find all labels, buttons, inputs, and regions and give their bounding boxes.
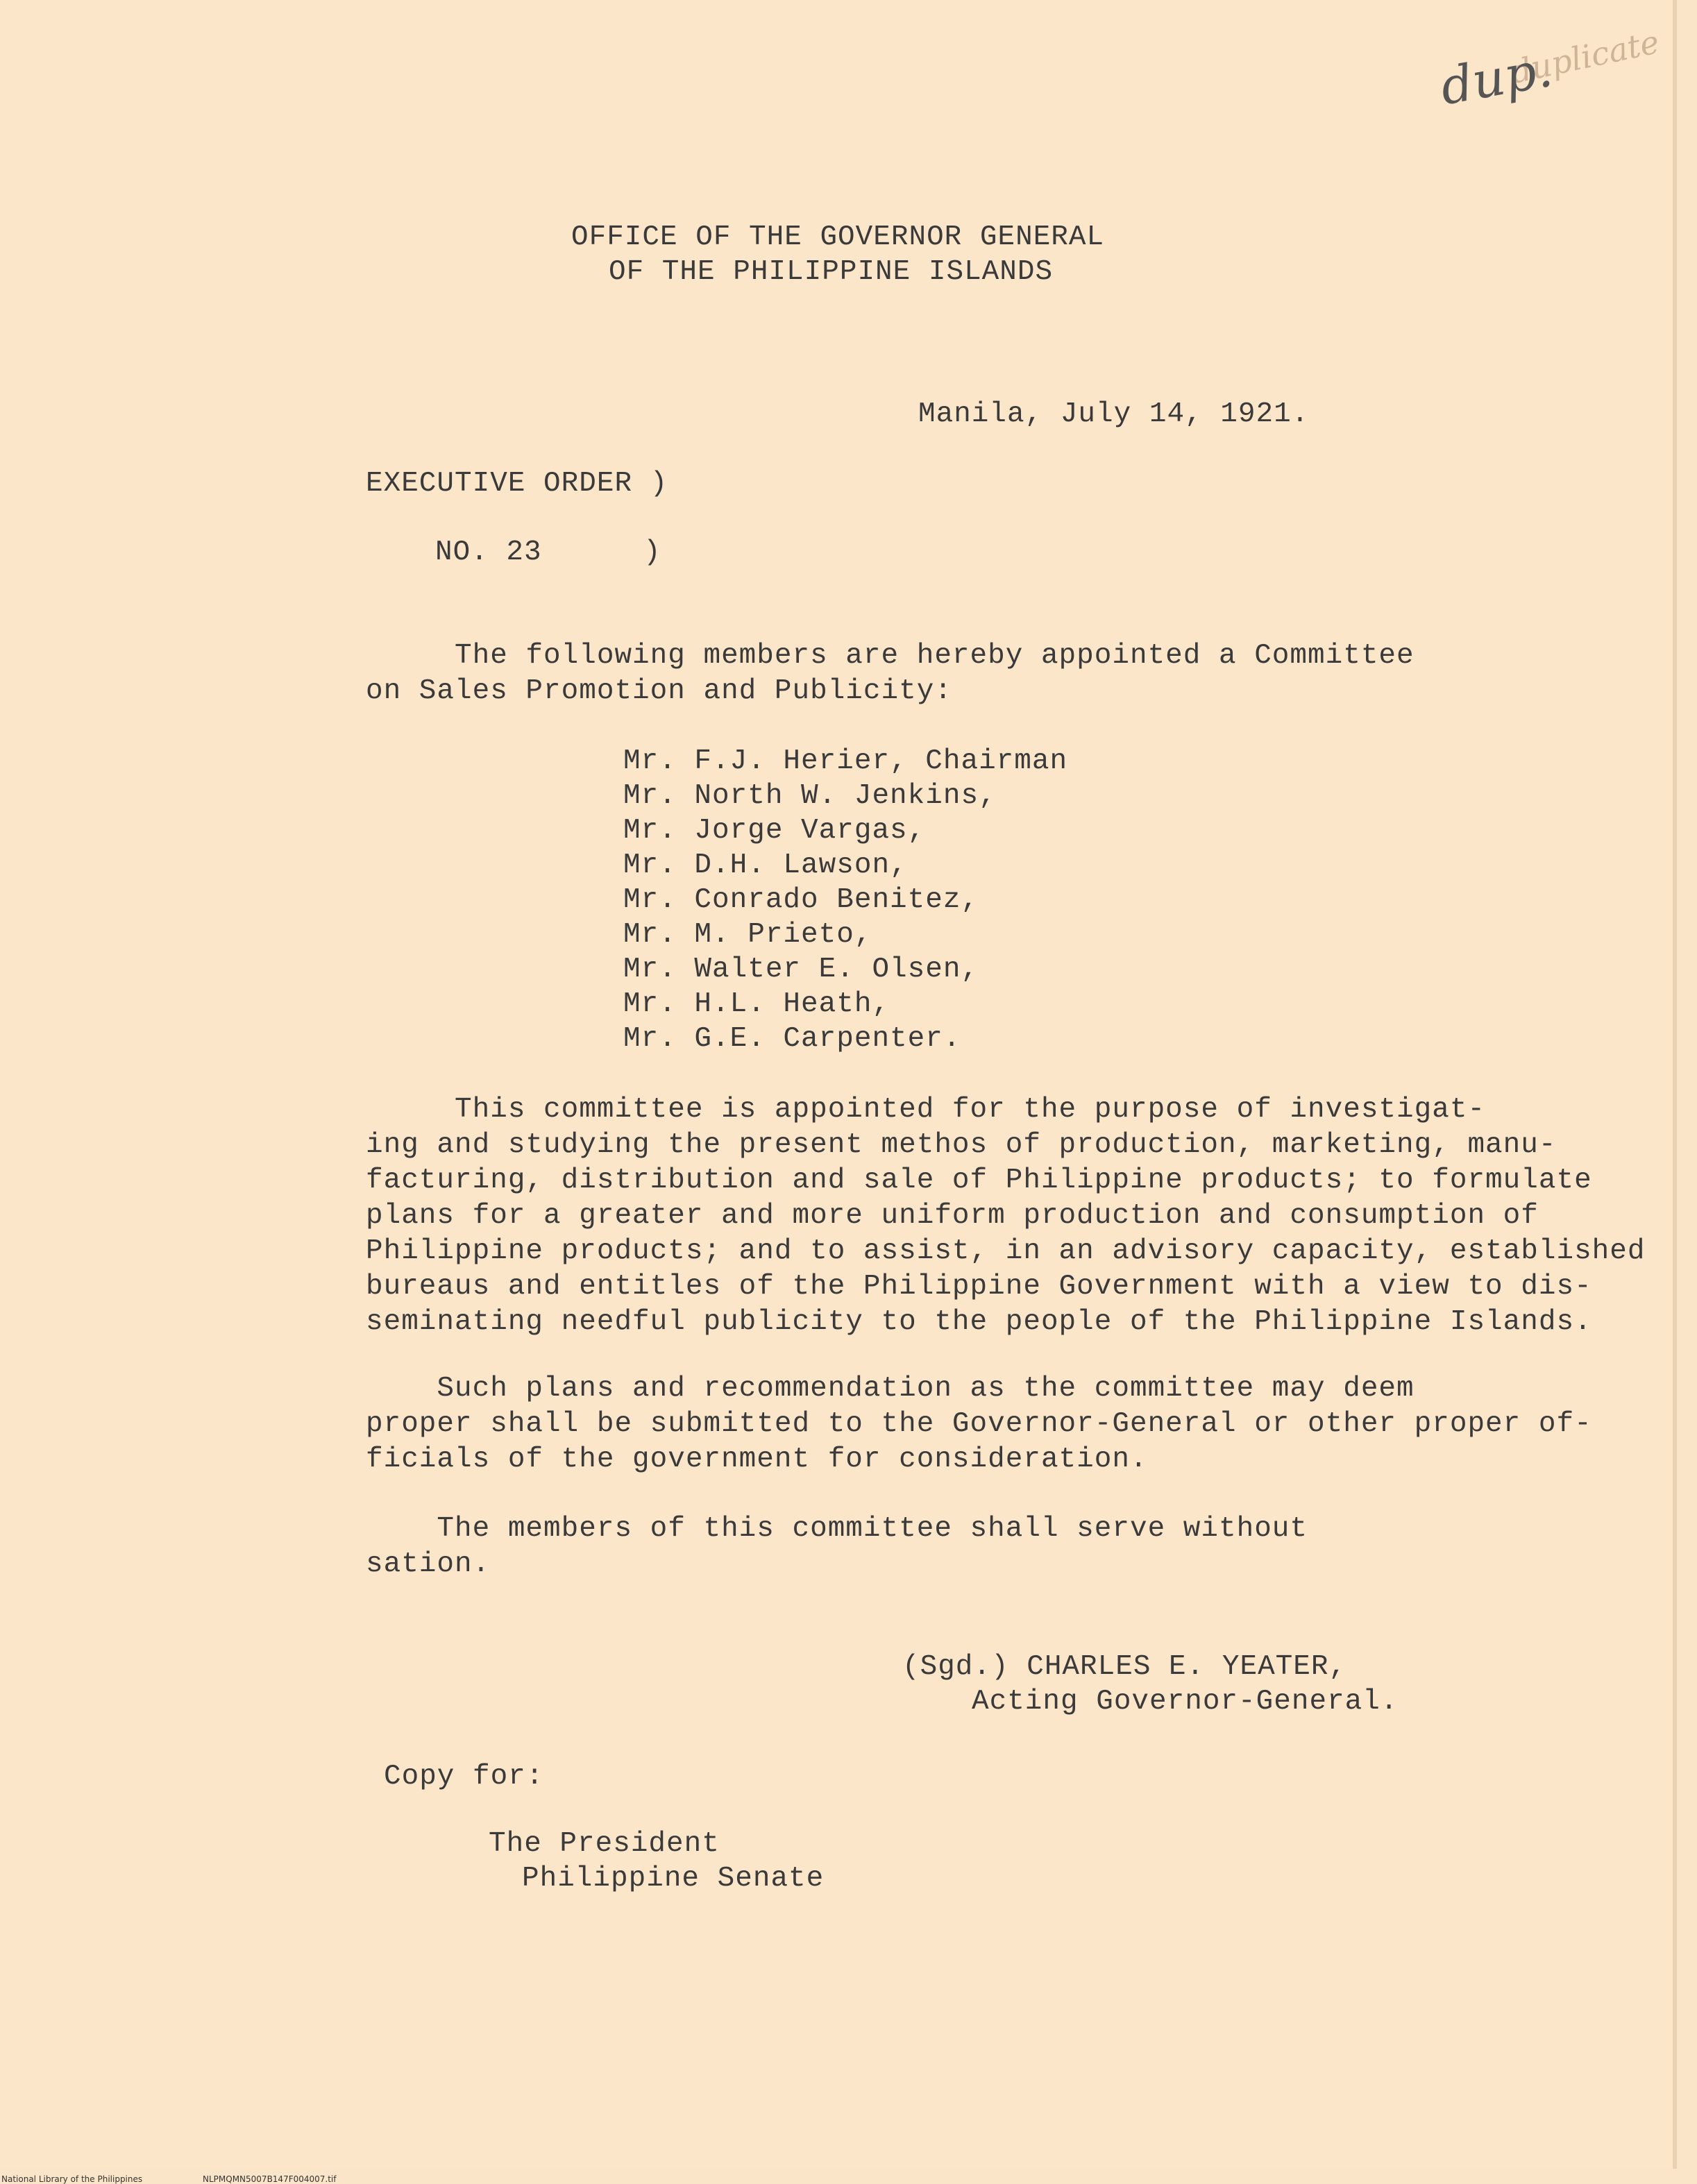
faint-annotation: duplicate bbox=[1507, 23, 1663, 91]
member-item: Mr. G.E. Carpenter. bbox=[623, 1023, 961, 1055]
header-line-2: OF THE PHILIPPINE ISLANDS bbox=[609, 256, 1054, 288]
plans-paragraph: Such plans and recommendation as the committee may deem proper shall be submitted to the Governor-General or other proper of- ficials of the government for consideration. bbox=[366, 1373, 1592, 1475]
footer-file-name: NLPMQMN5007B147F004007.tif bbox=[203, 2174, 337, 2184]
purpose-paragraph: This committee is appointed for the purpose of investigat- ing and studying the present methos of production, marketing, manu- facturing, distribution and sale of Philippine products; to formulate plans for a greater and more uniform production and consumption of Philippine products; and to assist, in an advisory capacity, established bureaus and entitles of the Philippine Government with a view to dis- seminating needful publicity to the people of the Philippine Islands. bbox=[366, 1094, 1646, 1338]
date-line: Manila, July 14, 1921. bbox=[918, 398, 1310, 430]
intro-paragraph: The following members are hereby appointed a Committee on Sales Promotion and Publicity: bbox=[366, 640, 1415, 707]
member-item: Mr. H.L. Heath, bbox=[623, 988, 890, 1020]
handwritten-annotation: dup. bbox=[1435, 39, 1557, 117]
member-item: Mr. Jorge Vargas, bbox=[623, 815, 926, 847]
member-item: Mr. F.J. Herier, Chairman bbox=[623, 745, 1068, 777]
signature-line: (Sgd.) CHARLES E. YEATER, bbox=[902, 1651, 1347, 1683]
member-item: Mr. D.H. Lawson, bbox=[623, 849, 908, 881]
copy-recipient-body: Philippine Senate bbox=[522, 1863, 825, 1895]
header-line-1: OFFICE OF THE GOVERNOR GENERAL bbox=[571, 221, 1105, 253]
order-number-paren: ) bbox=[643, 536, 661, 568]
signature-title: Acting Governor-General. bbox=[972, 1686, 1399, 1718]
copy-for-label: Copy for: bbox=[384, 1761, 544, 1793]
footer-archive-label: National Library of the Philippines bbox=[1, 2174, 143, 2184]
order-number: NO. 23 bbox=[435, 536, 542, 568]
copy-recipient: The President bbox=[489, 1828, 720, 1860]
member-item: Mr. M. Prieto, bbox=[623, 919, 872, 951]
member-item: Mr. Walter E. Olsen, bbox=[623, 954, 979, 985]
service-paragraph: The members of this committee shall serve without sation. bbox=[366, 1513, 1308, 1580]
member-item: Mr. North W. Jenkins, bbox=[623, 780, 997, 812]
member-item: Mr. Conrado Benitez, bbox=[623, 884, 979, 916]
executive-order-label: EXECUTIVE ORDER ) bbox=[366, 468, 668, 500]
